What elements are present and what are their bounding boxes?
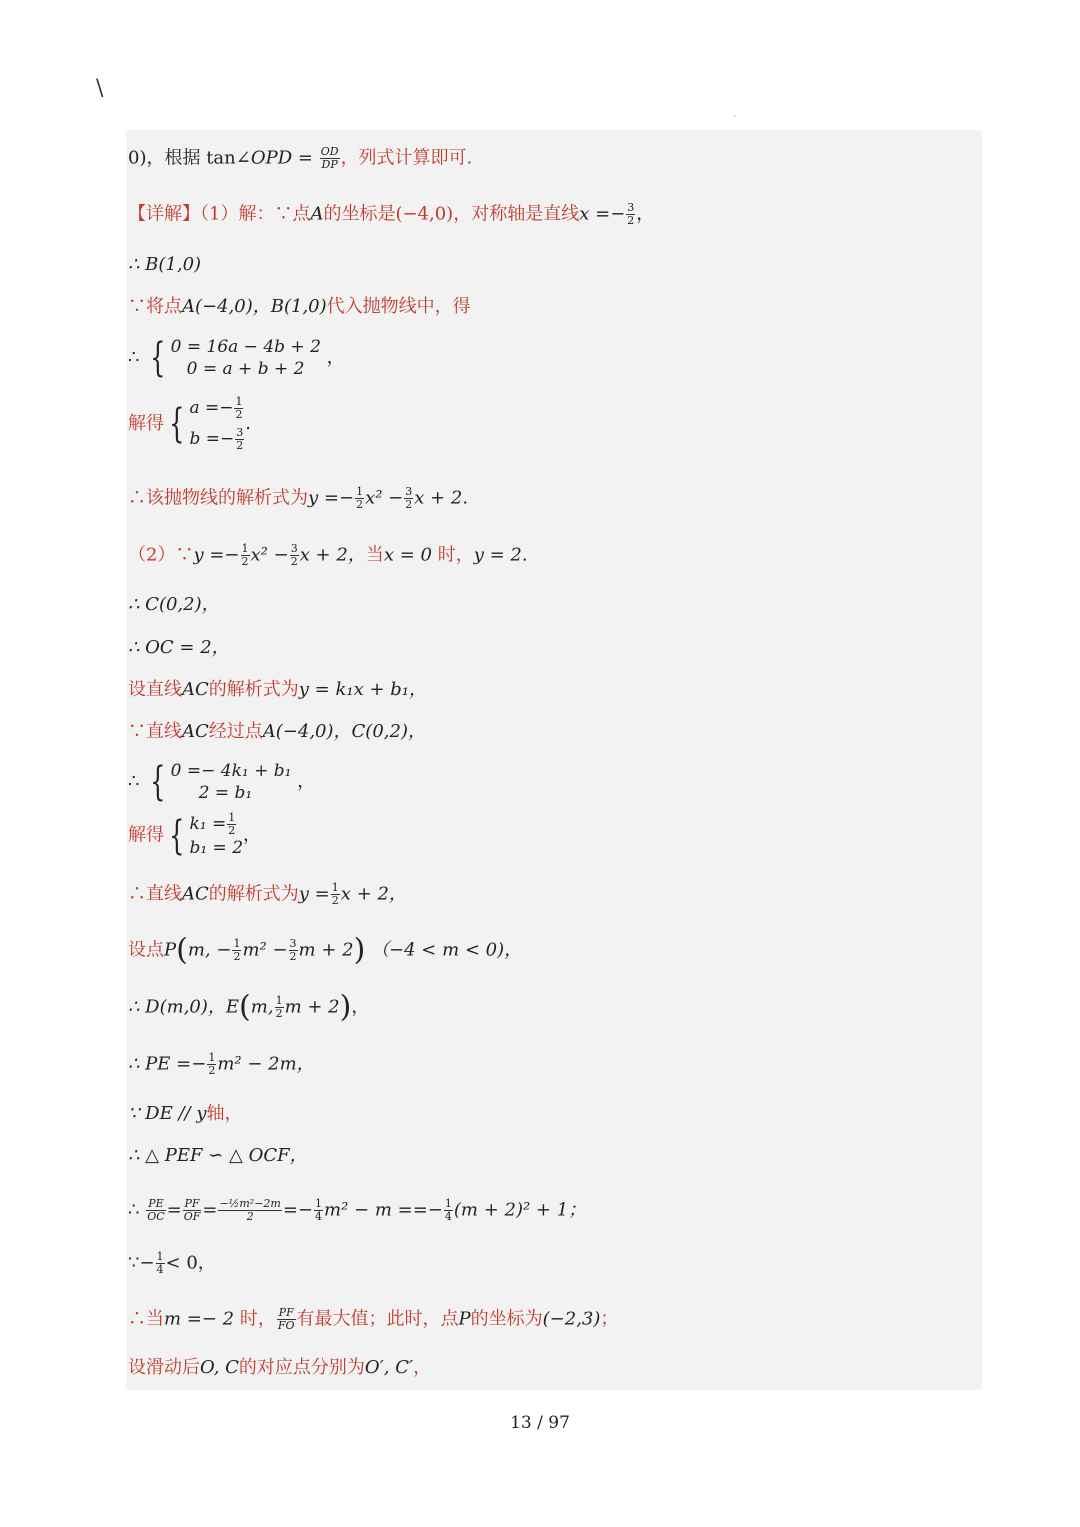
line-6 [128, 396, 251, 452]
fraction-num: 3 [290, 542, 298, 555]
l17-tail: ， [351, 996, 370, 1018]
l18-math2: m² − 2m， [217, 1053, 315, 1075]
fraction-den: 2 [246, 1210, 254, 1223]
system-row: 0 = 16a − 4b + 2 [170, 337, 321, 357]
l12-var: AC [182, 721, 209, 742]
l14-tail: ， [243, 824, 262, 846]
equation-system [171, 760, 292, 804]
l24-tail: ， [413, 1357, 432, 1378]
brace: { [169, 812, 185, 859]
line-3: ∴ B(1,0) [128, 254, 202, 275]
therefore-symbol: ∴ [128, 347, 140, 368]
l15-math: y = [298, 883, 330, 905]
l12-text2: 经过点 [208, 721, 263, 742]
line-9: ∴ C(0,2)， [128, 594, 220, 615]
fraction-num: 3 [405, 485, 413, 498]
therefore-symbol: ∴ [128, 771, 140, 792]
fraction-den: OF [183, 1210, 201, 1223]
l19-text: 轴， [206, 1103, 243, 1124]
fraction-den: 2 [289, 950, 297, 963]
l23-var: P [458, 1308, 471, 1330]
l8-math5: y = 2. [473, 544, 528, 566]
fraction-den: 2 [356, 498, 364, 511]
fraction-den: 2 [235, 408, 243, 421]
line-22 [128, 1251, 216, 1276]
fraction-num: OD [320, 145, 339, 158]
equation-system [189, 812, 243, 859]
line-1 [128, 146, 472, 171]
paren-close: ) [353, 932, 366, 968]
l8-text: （2）∵ [128, 544, 194, 566]
l21-math: m² − m ==− [324, 1199, 443, 1221]
l15-math2: x + 2， [340, 883, 407, 905]
fraction [156, 1251, 165, 1276]
l1-tail: ，列式计算即可. [340, 147, 473, 169]
l23-math2: (−2,3) [542, 1308, 601, 1330]
line-24 [128, 1356, 431, 1380]
paren-close: ) [339, 989, 352, 1025]
fraction [355, 486, 364, 511]
corner-mark: \ [96, 76, 104, 101]
line-4 [128, 295, 471, 319]
fraction-den: 2 [627, 214, 635, 227]
system-lhs: k₁ = [189, 814, 227, 834]
line-7 [128, 486, 468, 511]
l7-math: y =− [308, 487, 355, 509]
line-12 [128, 720, 426, 744]
l24-text2: 的对应点分别为 [238, 1357, 365, 1378]
l7-math3: x + 2. [414, 487, 469, 509]
fraction [227, 812, 236, 837]
fraction [404, 486, 413, 511]
l19-math: ∵ DE // y [128, 1103, 207, 1124]
page-number: 13 / 97 [510, 1413, 570, 1433]
system-row [189, 427, 245, 452]
l18-math: ∴ PE =− [128, 1053, 207, 1075]
brace: { [150, 759, 166, 805]
brace: { [150, 335, 166, 381]
l23-text: ∴当 [128, 1308, 164, 1330]
equals: =− [282, 1199, 314, 1221]
l15-text2: 的解析式为 [208, 883, 299, 905]
line-20: ∴ △ PEF ∽ △ OCF， [128, 1145, 308, 1166]
fraction [275, 995, 284, 1020]
fraction-den: 2 [331, 894, 339, 907]
detail-tag: 【详解】 [128, 203, 200, 225]
l11-text2: 的解析式为 [208, 679, 299, 700]
fraction-num: 1 [228, 811, 236, 824]
l2-tail: ， [636, 203, 655, 225]
l11-math: y = k₁x + b₁， [298, 679, 428, 700]
l24-text: 设滑动后 [128, 1357, 200, 1378]
l16-text: 设点 [128, 939, 164, 961]
line-8 [128, 543, 528, 568]
l8-text2: 当 [365, 544, 384, 566]
l4-text: ∵将点 [128, 296, 182, 317]
fraction-num: 3 [627, 201, 635, 214]
system-row [189, 812, 243, 837]
therefore-symbol: ∴ [128, 1199, 140, 1221]
l2-var2: x [579, 203, 590, 225]
fraction-num: 1 [208, 1051, 216, 1064]
fraction-num: 1 [156, 1250, 164, 1263]
fraction-den: DP [321, 158, 338, 171]
line-21 [128, 1198, 586, 1223]
fraction [314, 1198, 323, 1223]
l1-var: OPD [250, 147, 293, 169]
l23-text3: 有最大值；此时，点 [296, 1308, 459, 1330]
fraction [320, 146, 340, 171]
fraction-den: 2 [241, 555, 249, 568]
l12-math: A(−4,0)，C(0,2)， [262, 721, 426, 742]
l7-math2: x² − [365, 487, 404, 509]
l24-math: O, C [200, 1357, 239, 1378]
fraction-den: 4 [156, 1263, 164, 1276]
line-10: ∴ OC = 2， [128, 637, 230, 658]
l8-math3: x + 2， [299, 544, 366, 566]
l8-math2: x² − [250, 544, 289, 566]
l23-text4: 的坐标为 [470, 1308, 543, 1330]
line-17 [128, 989, 370, 1025]
equals: = [166, 1199, 182, 1221]
equals: = [202, 1199, 218, 1221]
fraction-num: PF [184, 1197, 200, 1210]
system-lhs: b =− [189, 429, 235, 449]
fraction-num: 3 [289, 937, 297, 950]
system-lhs: a =− [189, 398, 234, 418]
fraction-den: 4 [444, 1210, 452, 1223]
solve-label: 解得 [128, 824, 164, 846]
l16-math: m, − [187, 939, 232, 961]
l11-text: 设直线 [128, 679, 182, 700]
l23-math: m =− 2 [164, 1308, 235, 1330]
fraction [277, 1307, 296, 1332]
fraction-num: 1 [315, 1197, 323, 1210]
fraction-num: 1 [233, 937, 241, 950]
line-13 [128, 760, 315, 804]
system-row: 0 = a + b + 2 [186, 359, 305, 379]
fraction-den: 2 [290, 555, 298, 568]
fraction [183, 1198, 202, 1223]
l2-text2: 的坐标是(−4,0)，对称轴是直线 [323, 203, 580, 225]
l7-text: ∴该抛物线的解析式为 [128, 487, 308, 509]
l12-text: ∵直线 [128, 721, 182, 742]
l23-tail: ； [600, 1308, 619, 1330]
fraction-den: 2 [236, 439, 244, 452]
l1-text: 0)，根据 tan∠ [128, 147, 251, 169]
equation-system [171, 336, 321, 380]
fraction [232, 938, 241, 963]
l16-var: P [164, 939, 177, 961]
fraction-num: 1 [275, 994, 283, 1007]
line-5 [128, 336, 345, 380]
fraction-den: 2 [405, 498, 413, 511]
l24-math2: O′, C′ [364, 1357, 414, 1378]
line-14 [128, 812, 261, 859]
line-23 [128, 1307, 618, 1332]
fraction [234, 396, 243, 421]
l5-tail: ， [326, 347, 345, 368]
fraction-num: 1 [241, 542, 249, 555]
fraction [218, 1198, 281, 1223]
l16-range: （−4 < m < 0)， [371, 939, 523, 961]
solve-label: 解得 [128, 413, 164, 434]
l8-math: y =− [193, 544, 240, 566]
line-19 [128, 1102, 243, 1126]
line-11 [128, 678, 427, 702]
brace: { [169, 401, 185, 447]
line-15 [128, 882, 407, 907]
fraction-num: PF [278, 1306, 294, 1319]
l4-tail: 代入抛物线中，得 [326, 296, 471, 317]
l2-text: （1）解：∵点 [200, 203, 311, 225]
fraction-den: 2 [228, 824, 236, 837]
l22-math: ∵− [128, 1252, 155, 1274]
fraction-num: 3 [236, 426, 244, 439]
system-row: 2 = b₁ [198, 783, 253, 803]
fraction-den: 2 [208, 1064, 216, 1077]
fraction-den: FO [277, 1319, 295, 1332]
fraction [626, 202, 635, 227]
l16-math3: m + 2 [298, 939, 354, 961]
fraction-num: 1 [235, 395, 243, 408]
equation-system [189, 396, 245, 452]
fraction [290, 543, 299, 568]
fraction-num: PE [148, 1197, 164, 1210]
l2-var: A [310, 203, 324, 225]
l17-math: ∴ D(m,0)，E [128, 996, 240, 1018]
l6-tail: . [245, 413, 251, 434]
l1-eq: = [297, 147, 313, 169]
l22-math2: < 0， [165, 1252, 216, 1274]
l8-math4: x = 0 [383, 544, 432, 566]
l8-text3: 时， [437, 544, 474, 566]
fraction [146, 1198, 165, 1223]
l17-math2: m, [250, 996, 274, 1018]
l4-math: A(−4,0)，B(1,0) [182, 296, 327, 317]
fraction-num: 1 [444, 1197, 452, 1210]
fraction [444, 1198, 453, 1223]
fraction-num: 1 [331, 881, 339, 894]
line-2 [128, 202, 654, 227]
system-row: 0 =− 4k₁ + b₁ [170, 761, 292, 781]
l13-tail: ， [297, 771, 316, 792]
l11-var: AC [182, 679, 209, 700]
fraction-num: −½m²−2m [219, 1197, 281, 1210]
fraction-num: 1 [356, 485, 364, 498]
l15-var: AC [182, 883, 209, 905]
line-18 [128, 1052, 315, 1077]
paren-open: ( [176, 932, 188, 968]
system-row [189, 396, 245, 421]
fraction-den: OC [147, 1210, 165, 1223]
l2-eq: =− [595, 203, 626, 225]
fraction [289, 938, 298, 963]
fraction [331, 882, 340, 907]
l17-math3: m + 2 [284, 996, 340, 1018]
system-row: b₁ = 2 [189, 838, 244, 858]
line-16 [128, 932, 523, 968]
fraction [241, 543, 250, 568]
l16-math2: m² − [242, 939, 288, 961]
paren-open: ( [239, 989, 251, 1025]
fraction-den: 2 [275, 1007, 283, 1020]
fraction [207, 1052, 216, 1077]
l15-text: ∴直线 [128, 883, 182, 905]
fraction [235, 427, 244, 452]
scan-dot: · [733, 112, 737, 123]
l21-math2: (m + 2)² + 1； [453, 1199, 587, 1221]
fraction-den: 4 [315, 1210, 323, 1223]
l23-text2: 时， [239, 1308, 276, 1330]
fraction-den: 2 [233, 950, 241, 963]
